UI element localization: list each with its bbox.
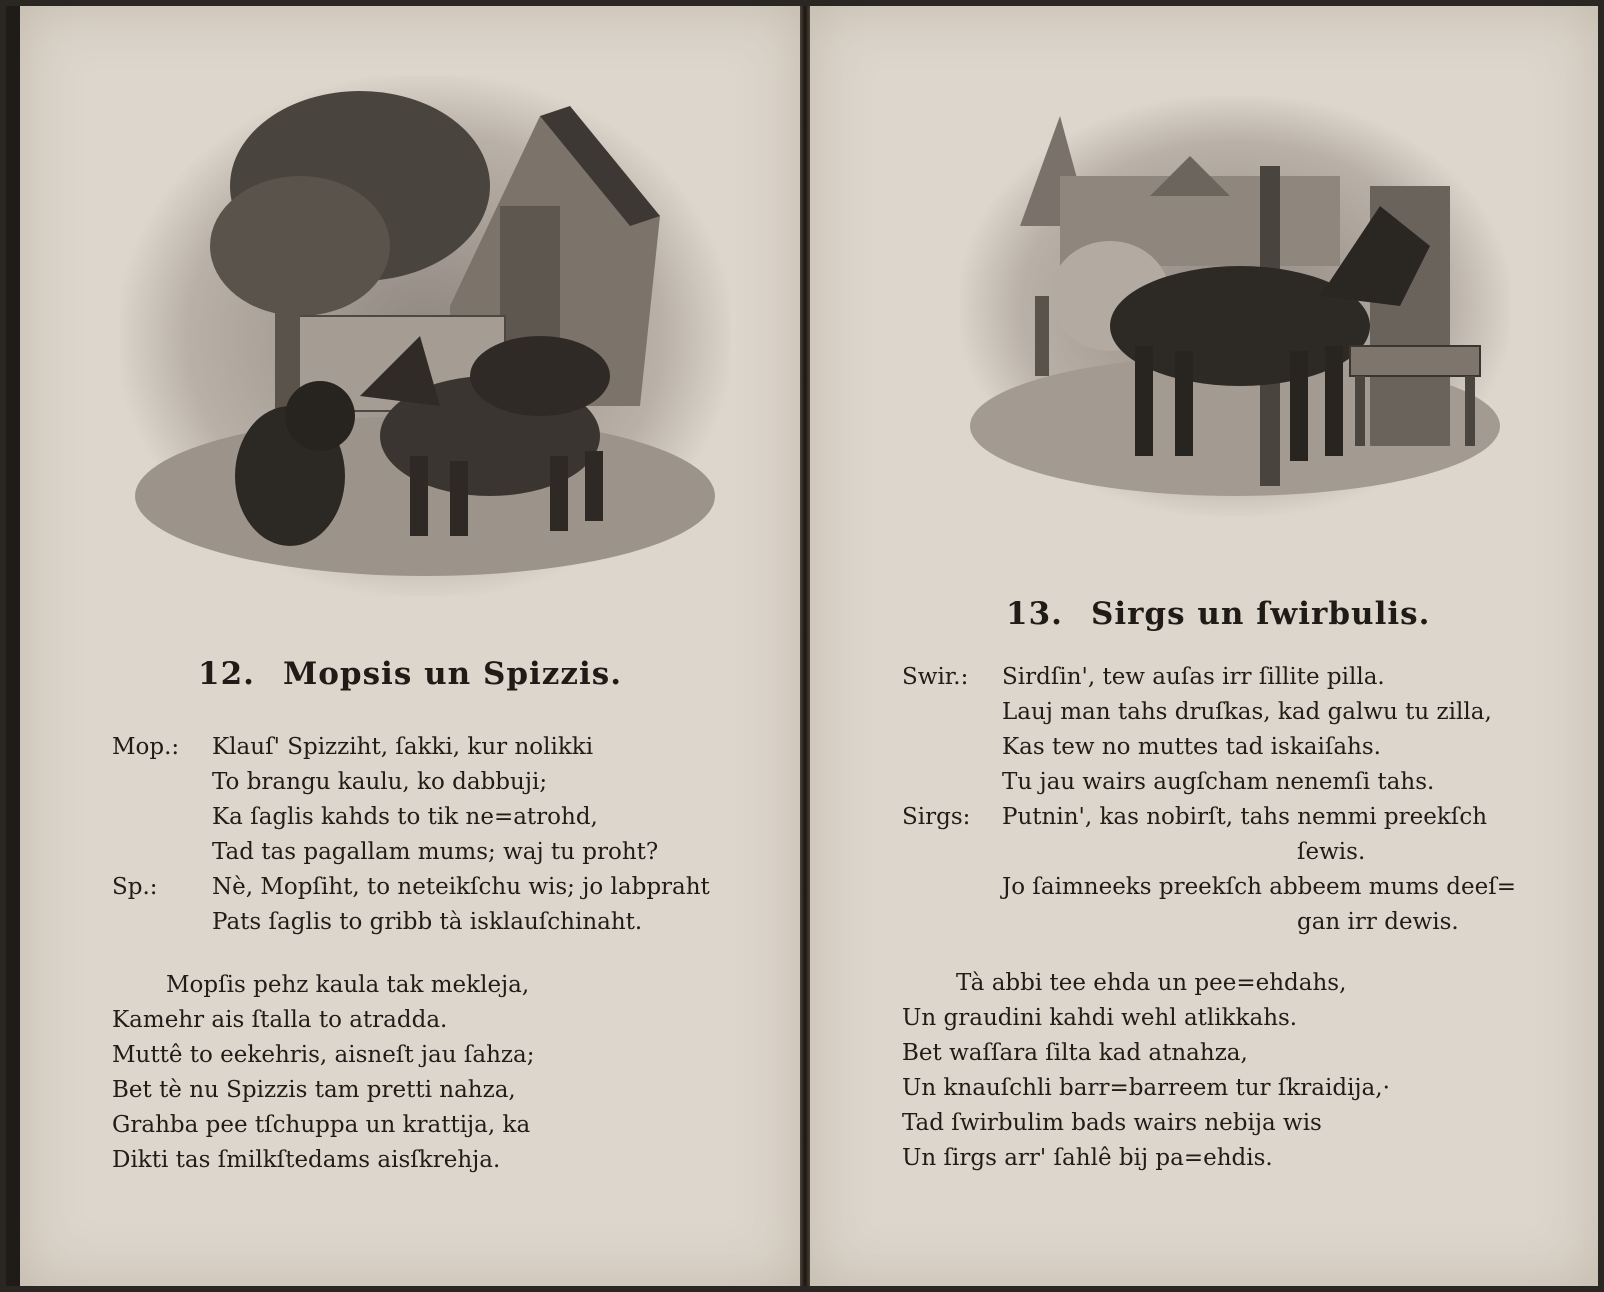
verse-text: Tu jau wairs augſcham nenemſi tahs.	[1002, 769, 1435, 795]
right-page	[810, 6, 1598, 1286]
verse-line	[112, 835, 792, 870]
verse-text: Bet tè nu Spizzis tam pretti nahza,	[112, 1077, 516, 1103]
verse-line	[902, 835, 1592, 870]
verse-line	[112, 870, 792, 905]
verse-text: Nè, Mopſiht, to neteikſchu wis; jo labpraht	[212, 874, 710, 900]
verse-line	[902, 905, 1592, 940]
verse-text: Pats ſaglis to gribb tà isklauſchinaht.	[212, 909, 643, 935]
verse-text: Kamehr ais ſtalla to atradda.	[112, 1007, 448, 1033]
poem-title-text: Sirgs un ſwirbulis.	[1090, 596, 1431, 632]
horse-illustration	[960, 96, 1510, 516]
verse-text: Bet waſſara ſilta kad atnahza,	[902, 1040, 1248, 1066]
poem-title-12	[198, 656, 622, 692]
verse-line	[902, 870, 1592, 905]
dogs-illustration	[120, 76, 730, 596]
verse-text: Klauſ' Spizziht, ſakki, kur nolikki	[212, 734, 594, 760]
verse-line	[902, 1001, 1592, 1036]
speaker-label: Mop.:	[112, 734, 180, 760]
verse-text: Un graudini kahdi wehl atlikkahs.	[902, 1005, 1298, 1031]
verse-text: Tad ſwirbulim bads wairs nebija wis	[902, 1110, 1322, 1136]
verse-text: Dikti tas ſmilkſtedams aisſkrehja.	[112, 1147, 501, 1173]
poem-title-13	[1006, 596, 1430, 632]
poem-title-text: Mopsis un Spizzis.	[282, 656, 623, 692]
verse-line	[112, 1003, 792, 1038]
verse-line	[112, 765, 792, 800]
verse-text: Lauj man tahs druſkas, kad galwu tu zilla,	[1002, 699, 1492, 725]
verse-line	[112, 1038, 792, 1073]
verse-line	[112, 1073, 792, 1108]
narrative-stanza	[902, 966, 1592, 1176]
verse-text: gan irr dewis.	[1297, 909, 1459, 935]
verse-text: Sirdſin', tew auſas irr ſillite pilla.	[1002, 664, 1385, 690]
verse-line	[112, 968, 792, 1003]
verse-line	[902, 966, 1592, 1001]
verse-text: Putnin', kas nobirſt, tahs nemmi preekſch	[1002, 804, 1488, 830]
poem-number: 13.	[1006, 596, 1063, 632]
verse-line	[902, 800, 1592, 835]
speaker-label: Sirgs:	[902, 804, 971, 830]
verse-text: Kas tew no muttes tad iskaiſahs.	[1002, 734, 1381, 760]
verse-line	[902, 1106, 1592, 1141]
dialogue-block	[112, 730, 792, 940]
verse-line	[112, 800, 792, 835]
verse-text: Muttê to eekehris, aisneſt jau ſahza;	[112, 1042, 535, 1068]
left-page	[20, 6, 800, 1286]
verse-text: Grahba pee tſchuppa un krattija, ka	[112, 1112, 531, 1138]
verse-line	[902, 765, 1592, 800]
verse-text: To brangu kaulu, ko dabbuji;	[212, 769, 548, 795]
verse-text: Tà abbi tee ehda un pee=ehdahs,	[956, 970, 1347, 996]
verse-line	[902, 1141, 1592, 1176]
verse-text: Mopſis pehz kaula tak mekleja,	[166, 972, 530, 998]
verse-text: Tad tas pagallam mums; waj tu proht?	[212, 839, 659, 865]
dogs-engraving-image	[120, 76, 730, 596]
speaker-label: Sp.:	[112, 874, 158, 900]
verse-line	[112, 1108, 792, 1143]
verse-line	[902, 660, 1592, 695]
verse-text: Un ſirgs arr' ſahlê bij pa=ehdis.	[902, 1145, 1273, 1171]
dialogue-block	[902, 660, 1592, 940]
verse-text: Un knauſchli barr=barreem tur ſkraidija,·	[902, 1075, 1390, 1101]
verse-line	[902, 695, 1592, 730]
verse-line	[112, 1143, 792, 1178]
book-gutter	[800, 6, 810, 1286]
book-spread	[6, 6, 1598, 1286]
speaker-label: Swir.:	[902, 664, 969, 690]
narrative-stanza	[112, 968, 792, 1178]
verse-line	[902, 730, 1592, 765]
verse-line	[112, 730, 792, 765]
verse-text: Jo ſaimneeks preekſch abbeem mums deeſ=	[1002, 874, 1517, 900]
verse-line	[112, 905, 792, 940]
verse-line	[902, 1071, 1592, 1106]
verse-text: ſewis.	[1297, 839, 1366, 865]
verse-line	[902, 1036, 1592, 1071]
horse-engraving-image	[960, 96, 1510, 516]
verse-text: Ka ſaglis kahds to tik ne=atrohd,	[212, 804, 598, 830]
poem-number: 12.	[198, 656, 255, 692]
